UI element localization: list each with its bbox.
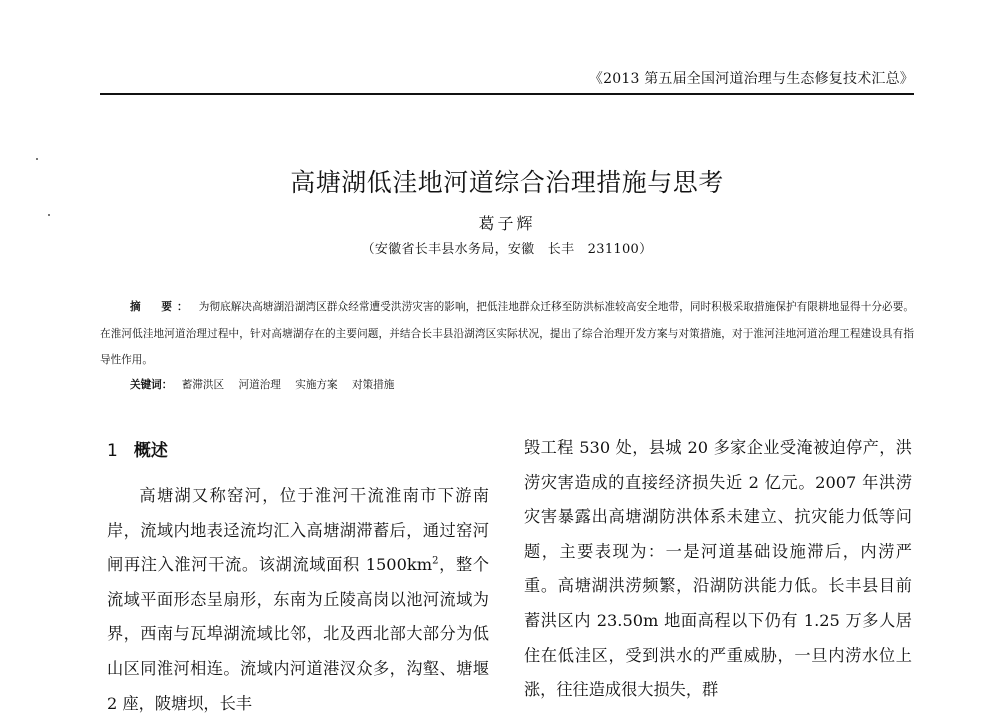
scan-speck [36, 158, 38, 160]
abstract-label: 摘 要： [130, 301, 193, 313]
body-text: 高塘湖又称窑河，位于淮河干流淮南市下游南岸，流域内地表迳流均汇入高塘湖滞蓄后，通过窑河闸再注入淮河干流。该湖流域面积 1500km [107, 486, 489, 575]
section-heading [107, 436, 168, 461]
section-number: 1 [107, 441, 118, 461]
superscript: 2 [432, 555, 439, 567]
keyword: 河道治理 [238, 379, 281, 391]
header-rule [100, 93, 914, 95]
keyword: 实施方案 [295, 379, 338, 391]
abstract [100, 294, 914, 374]
body-text: ，整个流域平面形态呈扇形，东南为丘陵高岗以池河流域为界，西南与瓦埠湖流域比邻，北及西北部大部分为低山区同淮河相连。流域内河道港汊众多，沟壑、塘堰 2 座，陂塘坝，长丰 [107, 555, 490, 713]
author-affiliation: （安徽省长丰县水务局，安徽 长丰 231100） [361, 242, 653, 257]
abstract-text: 为彻底解决高塘湖沿湖湾区群众经常遭受洪涝灾害的影响，把低洼地群众迁移至防洪标准较高安全地带，同时积极采取措施保护有限耕地显得十分必要。在淮河低洼地河道治理过程中，针对高塘湖存在的主要问题，并结合长丰县沿湖湾区实际状况，提出了综合治理开发方案与对策措施，对于淮河洼地河道治理工程建设具有指导性作用。 [100, 301, 915, 366]
left-column [107, 479, 489, 721]
running-header: 《2013 第五届全国河道治理与生态修复技术汇总》 [588, 71, 914, 87]
section-title: 概述 [133, 441, 168, 461]
body-paragraph [107, 479, 489, 721]
keywords-label: 关键词： [130, 379, 173, 391]
paper-title: 高塘湖低洼地河道综合治理措施与思考 [290, 167, 724, 197]
right-column [524, 431, 912, 708]
body-paragraph: 毁工程 530 处，县城 20 多家企业受淹被迫停产，洪涝灾害造成的直接经济损失近 2 亿元。2007 年洪涝灾害暴露出高塘湖防洪体系未建立、抗灾能力低等问题，主要表现为：一是河道基础设施滞后，内涝严重。高塘湖洪涝频繁，沿湖防洪能力低。长丰县目前蓄洪区内 23.50m 地面高程以下仍有 1.25 万多人居住在低洼区，受到洪水的严重威胁，一旦内涝水位上涨，往往造成很大损失，群 [524, 438, 912, 700]
author-name: 葛子辉 [478, 214, 536, 233]
keyword: 蓄滞洪区 [181, 379, 225, 391]
keyword: 对策措施 [352, 379, 395, 391]
scan-speck [48, 214, 50, 216]
keywords [130, 372, 914, 398]
